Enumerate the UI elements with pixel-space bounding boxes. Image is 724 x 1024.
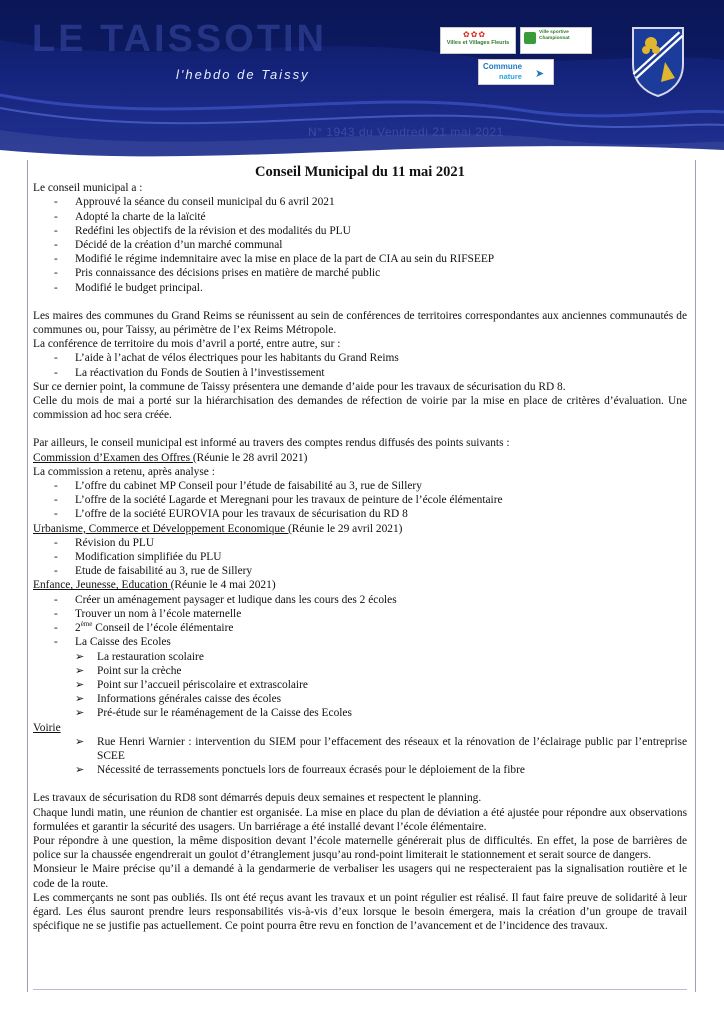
commune-nature-line2: nature xyxy=(499,72,522,81)
list-item: - Modifié le budget principal. xyxy=(33,281,687,295)
list-item: ➢ Point sur l’accueil périscolaire et extrascolaire xyxy=(33,678,687,692)
rd8-paragraph: Les travaux de sécurisation du RD8 sont démarrés depuis deux semaines et respectent le planning. xyxy=(33,792,482,805)
list-item: ➢ Rue Henri Warnier : intervention du SIEM pour l’effacement des réseaux et la rénovation de l’éclairage public par l’entreprise SCEE xyxy=(33,735,687,763)
urbanisme-heading xyxy=(33,522,687,536)
list-item: ➢ Pré-étude sur le réaménagement de la Caisse des Ecoles xyxy=(33,706,687,720)
taissy-coat-of-arms-icon xyxy=(631,26,685,98)
list-item: - Créer un aménagement paysager et ludique dans les cours des 2 écoles xyxy=(33,593,687,607)
list-item: ➢ La restauration scolaire xyxy=(33,650,687,664)
enfance-heading xyxy=(33,578,687,592)
bird-icon: ➤ xyxy=(535,68,545,80)
commission-date: (Réunie le 28 avril 2021) xyxy=(192,451,308,464)
list-item: - L’offre de la société EUROVIA pour les travaux de sécurisation du RD 8 xyxy=(33,507,687,521)
list-item: - Redéfini les objectifs de la révision et des modalités du PLU xyxy=(33,224,687,238)
enfance-date: (Réunie le 4 mai 2021) xyxy=(170,579,276,592)
ville-sportive-label: Ville sportive Championnat xyxy=(539,30,570,41)
urbanisme-date: Réunie le 29 avril 2021) xyxy=(291,522,403,535)
rd8-paragraph: Monsieur le Maire précise qu’il a demandé à la gendarmerie de verbaliser les usagers qui ne respecteraient pas la signalisation routière et le code de la route. xyxy=(33,863,687,890)
commune-nature-line1: Commune xyxy=(483,62,523,71)
voirie-list xyxy=(33,735,687,778)
list-item: - Modifié le régime indemnitaire avec la mise en place de la part de CIA au sein du RIFSEEP xyxy=(33,252,687,266)
list-item: - Modification simplifiée du PLU xyxy=(33,550,687,564)
issue-number: N° 1943 du Vendredi 21 mai 2021 xyxy=(308,125,504,139)
villes-fleuris-logo xyxy=(440,27,516,54)
list-item: - Approuvé la séance du conseil municipal du 6 avril 2021 xyxy=(33,195,687,209)
decisions-list xyxy=(33,195,687,294)
info-intro: Par ailleurs, le conseil municipal est informé au travers des comptes rendus diffusés des points suivants : xyxy=(33,437,510,450)
list-item: ➢ Nécessité de terrassements ponctuels lors de fourreaux écrasés pour le déploiement de la fibre xyxy=(33,763,687,777)
commune-nature-logo xyxy=(478,59,554,85)
grand-reims-conference: La conférence de territoire du mois d’avril a porté, entre autre, sur : xyxy=(33,338,341,351)
rd8-paragraph: Pour répondre à une question, la même disposition devant l’école maternelle générerait plus de difficultés. En effet, la pose de barrières de police sur la chaussée engendrerait un goulot d’étranglement jusqu’au rond-point limiterait le stationnement et serait source de dangers. xyxy=(33,834,687,862)
list-item: - L’offre de la société Lagarde et Meregnani pour les travaux de peinture de l’école élémentaire xyxy=(33,493,687,507)
list-item: ➢ Informations générales caisse des écoles xyxy=(33,692,687,706)
commission-offers-list xyxy=(33,479,687,522)
grand-reims-list xyxy=(33,351,687,379)
urbanisme-list xyxy=(33,536,687,579)
footer-divider xyxy=(33,989,687,990)
commission-title: Commission d’Examen des Offres xyxy=(33,451,193,464)
list-item: - L’offre du cabinet MP Conseil pour l’étude de faisabilité au 3, rue de Sillery xyxy=(33,479,687,493)
list-item: - La Caisse des Ecoles xyxy=(33,635,687,649)
list-item: - Trouver un nom à l’école maternelle xyxy=(33,607,687,621)
list-item: - La réactivation du Fonds de Soutien à l’investissement xyxy=(33,366,687,380)
list-item: - 2ème Conseil de l’école élémentaire xyxy=(33,621,687,635)
decisions-intro: Le conseil municipal a : xyxy=(33,182,143,195)
masthead-title: LE TAISSOTIN xyxy=(32,18,327,60)
commission-intro: La commission a retenu, après analyse : xyxy=(33,465,215,478)
ville-sportive-logo xyxy=(520,27,592,54)
sport-icon xyxy=(524,32,536,44)
grand-reims-rd8: Sur ce dernier point, la commune de Taissy présentera une demande d’aide pour les travaux de sécurisation du RD 8. xyxy=(33,380,566,393)
enfance-list xyxy=(33,593,687,650)
list-item: - Adopté la charte de la laïcité xyxy=(33,210,687,224)
list-item: - Décidé de la création d’un marché communal xyxy=(33,238,687,252)
grand-reims-paragraph: Les maires des communes du Grand Reims se réunissent au sein de conférences de territoires correspondantes aux anciennes communautés de communes ou, pour Taissy, au périmètre de l’ex Reims Métropole. xyxy=(33,309,687,337)
flower-icon: ✿✿✿ xyxy=(463,30,487,39)
article-body xyxy=(33,165,687,933)
enfance-title: Enfance, Jeunesse, Education xyxy=(33,579,171,592)
list-item: ➢ Point sur la crèche xyxy=(33,664,687,678)
urbanisme-title: Urbanisme, Commerce et Développement Economique ( xyxy=(33,522,292,535)
newsletter-header xyxy=(0,0,724,160)
commission-heading xyxy=(33,451,687,465)
villes-fleuris-label: Villes et Villages Fleuris xyxy=(446,40,510,46)
rd8-paragraph: Chaque lundi matin, une réunion de chantier est organisée. La mise en place du plan de déviation a été ajustée pour répondre aux observations formulées et garantir la sécurité des usagers. Un barriérage a été installé devant l’école élémentaire. xyxy=(33,806,687,833)
list-item: - Pris connaissance des décisions prises en matière de marché public xyxy=(33,266,687,280)
voirie-heading: Voirie xyxy=(33,721,61,734)
grand-reims-may: Celle du mois de mai a porté sur la hiérarchisation des demandes de réfection de voirie par la mise en place de critères d’évaluation. Une commission ad hoc sera créée. xyxy=(33,395,687,422)
caisse-ecoles-list xyxy=(33,650,687,721)
rd8-paragraph: Les commerçants ne sont pas oubliés. Ils ont été reçus avant les travaux et un point régulier est réalisé. Il faut faire preuve de solidarité à leur égard. Les élus sauront prendre leurs responsabilités vis-à-vis d’eux lorsque le besoin émergera, mais la création d’un groupe de travail spécifique ne se justifie pas actuellement. Ce point pourra être revu en fonction de l’avancement et de l’incidence des travaux. xyxy=(33,891,687,933)
article-title: Conseil Municipal du 11 mai 2021 xyxy=(255,164,465,180)
list-item: - Révision du PLU xyxy=(33,536,687,550)
masthead-subtitle: l'hebdo de Taissy xyxy=(176,67,310,82)
list-item: - L’aide à l’achat de vélos électriques pour les habitants du Grand Reims xyxy=(33,351,687,365)
list-item: - Etude de faisabilité au 3, rue de Sillery xyxy=(33,564,687,578)
